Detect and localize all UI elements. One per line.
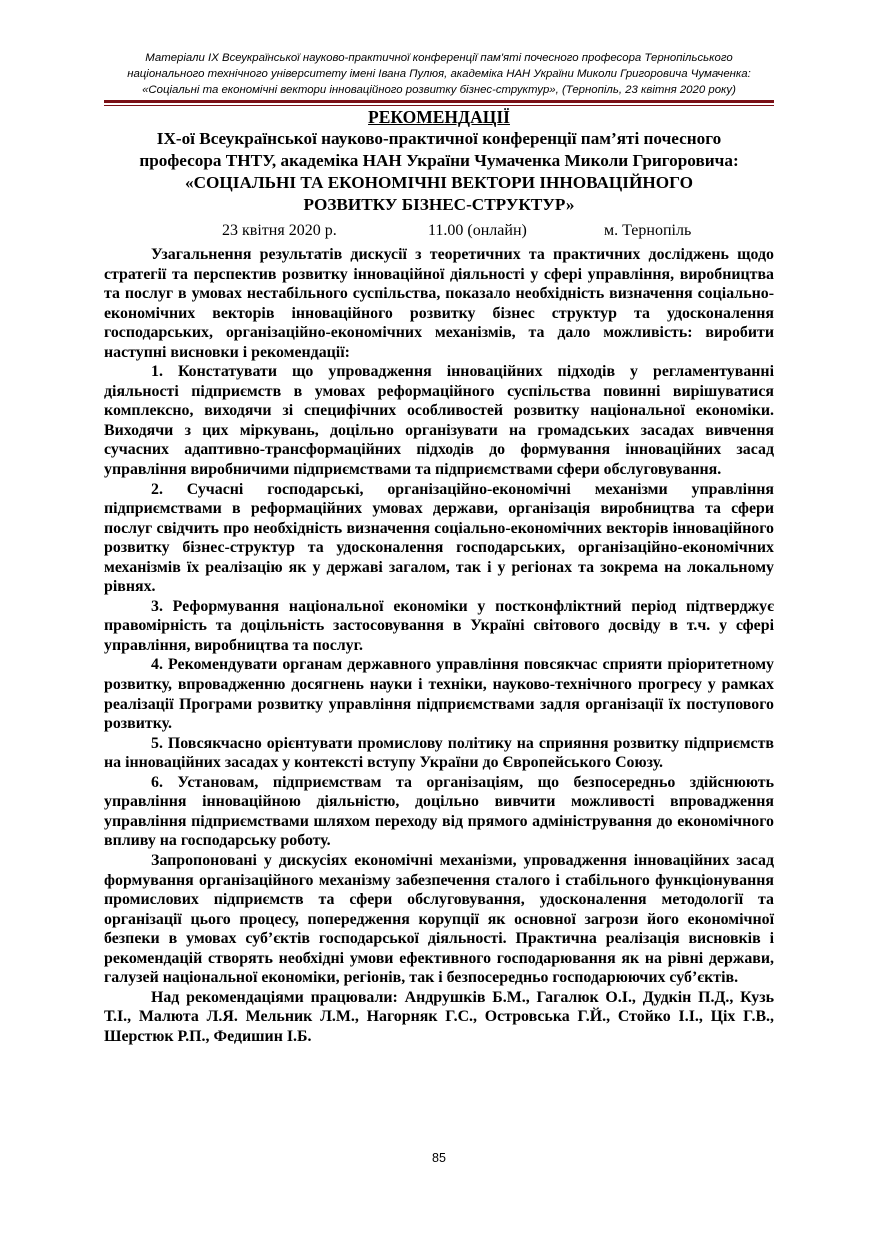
document-title: РЕКОМЕНДАЦІЇ [368,107,510,127]
paragraph-6: 6. Установам, підприємствам та організаціям, що безпосередньо здійснюють управління інноваційною діяльністю, доцільно вивчити можливості впровадження управління підприємствами шляхом переходу від прямого адміністрування до економічного впливу на господарську роботу. [104,773,774,850]
running-header [104,50,774,98]
header-rule-thick [104,100,774,103]
paragraph-3: 3. Реформування національної економіки у постконфліктний період підтверджує правомірність та доцільність застосовування в Україні світового досвіду в т.ч. у сфері управління, виробництва та послуг. [104,597,774,654]
meta-place: м. Тернопіль [604,222,692,239]
header-line-2: національного технічного університету імені Івана Пулюя, академіка НАН України Миколи Григоровича Чумаченка: [127,68,751,80]
paragraph-4: 4. Рекомендувати органам державного управління повсякчас сприяти пріоритетному розвитку, впровадженню досягнень науки і техніки, науково-технічного прогресу у рамках реалізації Програми розвитку управління підприємствами задля організації їх поступового розвитку. [104,656,774,733]
paragraph-5: 5. Повсякчасно орієнтувати промислову політику на сприяння розвитку підприємств на інноваційних засадах у контексті вступу України до Європейського Союзу. [104,734,774,772]
title-block [104,106,774,216]
document-body [104,245,774,1046]
paragraph-1: 1. Констатувати що упровадження інноваційних підходів у регламентуванні діяльності підприємств в умовах реформаційного суспільства повинні вирішуватися комплексно, виходячи зі специфічних особливостей розвитку національної економіки. Виходячи з цих міркувань, доцільно організувати на громадських засадах вивчення сучасних адаптивно-трансформаційних підходів до формування інноваційних засад управління виробничими підприємствами та підприємствами сфери обслуговування. [104,363,774,479]
title-line-3: «СОЦІАЛЬНІ ТА ЕКОНОМІЧНІ ВЕКТОРИ ІННОВАЦІЙНОГО [185,173,693,192]
meta-time: 11.00 (онлайн) [428,222,527,239]
title-line-2: професора ТНТУ, академіка НАН України Чумаченка Миколи Григоровича: [139,151,739,170]
title-line-4: РОЗВИТКУ БІЗНЕС-СТРУКТУР» [303,195,575,214]
meta-date: 23 квітня 2020 р. [222,222,337,239]
paragraph-conclusion: Запропоновані у дискусіях економічні механізми, упровадження інноваційних засад формування організаційного механізму забезпечення сталого і стабільного функціонування промислових підприємств та сфери обслуговування, удосконалення методології та організації цього процесу, попередження корупції як основної загрози його економічної безпеки в умовах суб’єктів господарської діяльності. Практична реалізація висновків і рекомендацій створять необхідні умови ефективного господарювання як на рівні держави, галузей національної економіки, регіонів, так і безпосередньо господарюючих суб’єктів. [104,851,774,987]
paragraph-intro: Узагальнення результатів дискусії з теоретичних та практичних досліджень щодо стратегії та перспектив розвитку інноваційної діяльності у сфері управління, виробництва та послуг в умовах нестабільного суспільства, показало необхідність визначення соціально-економічних векторів інноваційного розвитку бізнес структур та удосконалення господарських, організаційно-економічних механізмів, та дало можливість: виробити наступні висновки і рекомендації: [104,246,774,361]
title-line-1: IX-ої Всеукраїнської науково-практичної конференції пам’яті почесного [156,129,722,148]
paragraph-2: 2. Сучасні господарські, організаційно-економічні механізми управління підприємствами в реформаційних умовах держави, організація виробництва та сфери послуг свідчить про необхідність визначення соціально-економічних векторів інноваційного розвитку бізнес-структур та удосконалення господарських, організаційно-економічних механізмів їх реалізацію як у державі загалом, так і у регіонах та зокрема на локальному рівнях. [104,480,774,596]
header-line-3: «Соціальні та економічні вектори інноваційного розвитку бізнес-структур», (Тернопіль, 23 квітня 2020 року) [142,84,736,96]
paragraph-authors: Над рекомендаціями працювали: Андрушків Б.М., Гагалюк О.І., Дудкін П.Д., Кузь Т.І., Малюта Л.Я. Мельник Л.М., Нагорняк Г.С., Островська Г.Й., Стойко І.І., Ціх Г.В., Шерстюк Р.П., Федишин І.Б. [104,988,774,1045]
page-number: 85 [432,1151,446,1165]
header-line-1: Матеріали IX Всеукраїнської науково-практичної конференції пам'яті почесного професора Тернопільського [145,52,733,64]
